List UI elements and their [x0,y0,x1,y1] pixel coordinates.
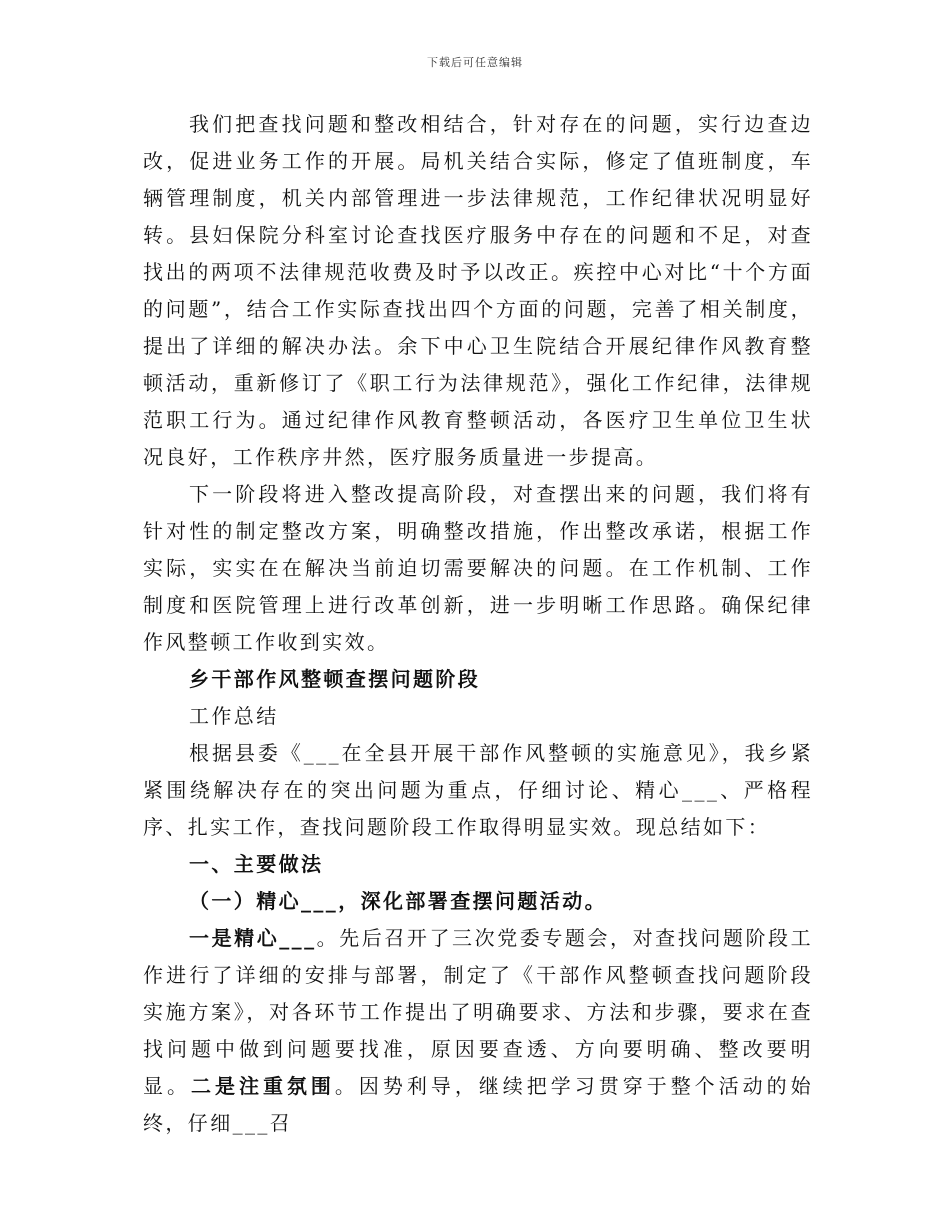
page-header: 下载后可任意编辑 [427,56,523,69]
document-body [143,106,813,1142]
section-heading-main-practices: 一、主要做法 [189,852,324,876]
measure-one-text: 。先后召开了三次党委专题会，对查找问题阶段工作进行了详细的安排与部署，制定了《干部作风整顿查找问题阶段实施方案》，对各环节工作提出了明确要求、方法和步骤，要求在查找问题中做到问题要找准，原因要查透、方向要明确、整改要明显。 [143,926,813,1098]
measure-two-label: 二是注重氛围 [190,1074,335,1098]
paragraph-next-stage: 下一阶段将进入整改提高阶段，对查摆出来的问题，我们将有针对性的制定整改方案，明确整改措施，作出整改承诺，根据工作实际，实实在在解决当前迫切需要解决的问题。在工作机制、工作制度和医院管理上进行改革创新，进一步明晰工作思路。确保纪律作风整顿工作收到实效。 [143,482,813,654]
paragraph-measures [143,920,813,1142]
measure-one-label: 一是精心___ [189,926,317,950]
paragraph-introduction: 根据县委《___在全县开展干部作风整顿的实施意见》，我乡紧紧围绕解决存在的突出问题为重点，仔细讨论、精心___、严格程序、扎实工作，查找问题阶段工作取得明显实效。现总结如下： [143,741,813,839]
document-title: 乡干部作风整顿查摆问题阶段 [189,667,481,691]
paragraph-rectification: 我们把查找问题和整改相结合，针对存在的问题，实行边查边改，促进业务工作的开展。局机关结合实际，修定了值班制度，车辆管理制度，机关内部管理进一步法律规范，工作纪律状况明显好转。县妇保院分科室讨论查找医疗服务中存在的问题和不足，对查找出的两项不法律规范收费及时予以改正。疾控中心对比“十个方面的问题”，结合工作实际查找出四个方面的问题，完善了相关制度，提出了详细的解决办法。余下中心卫生院结合开展纪律作风教育整顿活动，重新修订了《职工行为法律规范》，强化工作纪律，法律规范职工行为。通过纪律作风教育整顿活动，各医疗卫生单位卫生状况良好，工作秩序井然，医疗服务质量进一步提高。 [143,112,813,469]
measure-two-text: 。因势利导，继续把学习贯穿于整个活动的始终，仔细___召 [143,1074,814,1135]
subsection-heading-deploy: （一）精心___，深化部署查摆问题活动。 [189,889,607,913]
document-subtitle: 工作总结 [189,704,279,728]
